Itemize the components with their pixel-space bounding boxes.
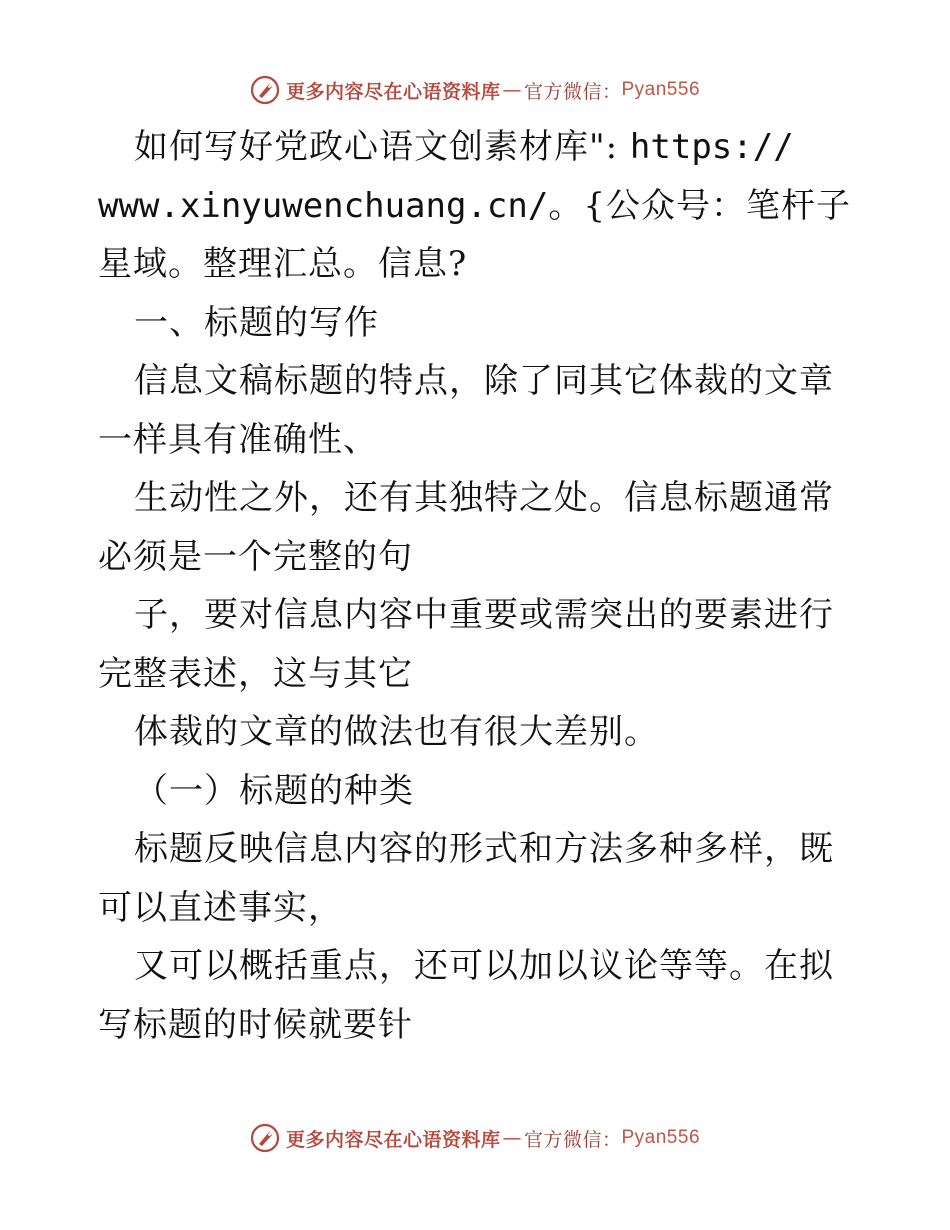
paragraph-3: 子，要对信息内容中重要或需突出的要素进行完整表述，这与其它 xyxy=(98,595,834,694)
footer-dash: — xyxy=(502,1127,522,1149)
paragraph-5: 标题反映信息内容的形式和方法多种多样，既可以直述事实， xyxy=(98,829,834,928)
pen-nib-logo-icon xyxy=(250,75,280,105)
paragraph-4: 体裁的文章的做法也有很大差别。 xyxy=(134,712,659,752)
document-body xyxy=(98,118,868,1054)
footer-wechat-label: 官方微信： xyxy=(523,1128,622,1151)
footer-banner xyxy=(0,1118,950,1158)
header-wechat-id: Pyan556 xyxy=(621,79,701,100)
header-dash: — xyxy=(502,79,522,101)
intro-paragraph xyxy=(98,118,868,294)
intro-url-2: www.xinyuwenchuang.cn/ xyxy=(98,185,549,226)
intro-text-a: 如何写好党政心语文创素材库": xyxy=(134,127,630,167)
paragraph-1: 信息文稿标题的特点，除了同其它体裁的文章一样具有准确性、 xyxy=(98,361,834,460)
paragraph-6: 又可以概括重点，还可以加以议论等等。在拟写标题的时候就要针 xyxy=(98,946,834,1045)
intro-url-1: https:// xyxy=(629,127,794,167)
footer-wechat-id: Pyan556 xyxy=(621,1127,701,1148)
footer-site-text: 更多内容尽在心语资料库 xyxy=(285,1128,501,1151)
header-wechat-label: 官方微信： xyxy=(523,80,622,103)
heading-1: 一、标题的写作 xyxy=(134,302,379,343)
header-site-text: 更多内容尽在心语资料库 xyxy=(285,80,501,103)
header-banner xyxy=(0,70,950,110)
pen-nib-logo-icon xyxy=(250,1123,280,1153)
paragraph-2: 生动性之外，还有其独特之处。信息标题通常必须是一个完整的句 xyxy=(98,478,834,577)
intro-text-b: 。{公众号：笔杆子星域。整理汇总。信息? xyxy=(98,185,851,284)
heading-2: （一）标题的种类 xyxy=(134,770,414,811)
